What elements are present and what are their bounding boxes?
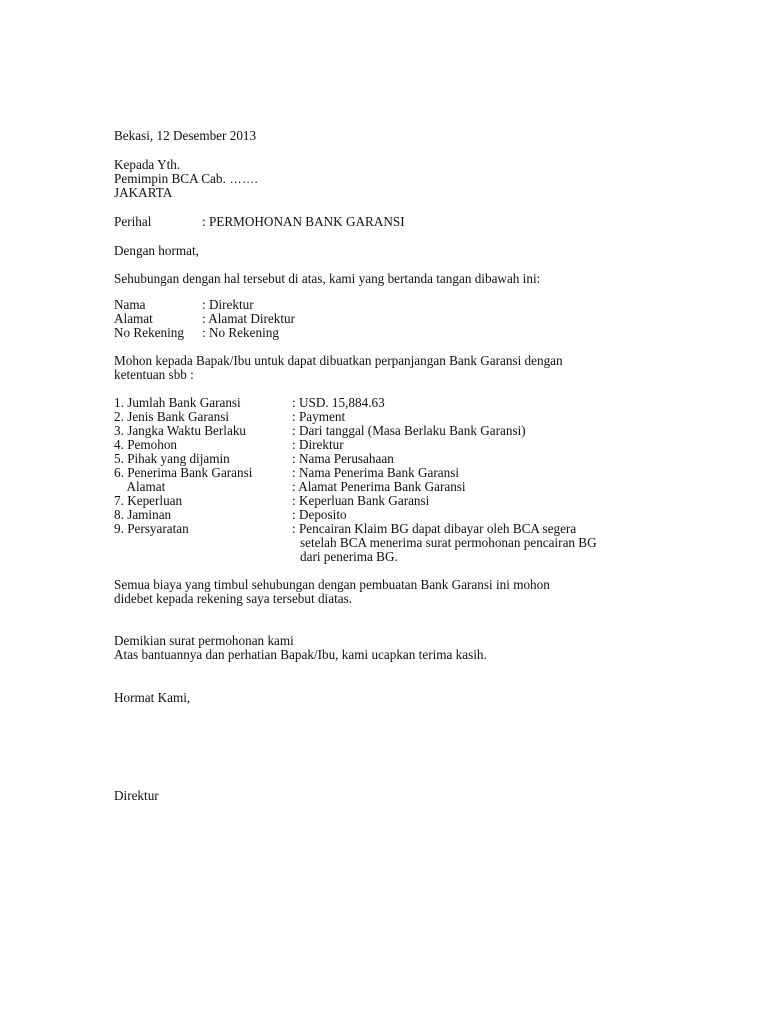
identity-label-address: Alamat [114,311,153,326]
costs-line-2: didebet kepada rekening saya tersebut diatas. [114,591,353,606]
term-label-7: 7. Keperluan [114,493,183,508]
request-line-2: ketentuan sbb : [114,367,194,382]
term-label-4: 4. Pemohon [114,437,178,452]
term-value-9-cont-2: dari penerima BG. [300,549,398,564]
closing-line-2: Atas bantuannya dan perhatian Bapak/Ibu, kami ucapkan terima kasih. [114,647,487,662]
term-label-5: 5. Pihak yang dijamin [114,451,230,466]
term-value-9: : Pencairan Klaim BG dapat dibayar oleh BCA segera [292,521,577,536]
term-label-6-address: Alamat [114,479,166,494]
term-value-3: : Dari tanggal (Masa Berlaku Bank Garansi) [292,423,526,438]
greeting: Dengan hormat, [114,243,199,258]
term-label-8: 8. Jaminan [114,507,172,522]
request-line-1: Mohon kepada Bapak/Ibu untuk dapat dibuatkan perpanjangan Bank Garansi dengan [114,353,563,368]
term-value-6-address: : Alamat Penerima Bank Garansi [292,479,466,494]
intro-paragraph: Sehubungan dengan hal tersebut di atas, kami yang bertanda tangan dibawah ini: [114,271,541,286]
term-label-9: 9. Persyaratan [114,521,189,536]
term-value-8: : Deposito [292,507,347,522]
recipient-branch: Pemimpin BCA Cab [114,171,223,186]
sign-off: Hormat Kami, [114,690,191,705]
term-label-1: 1. Jumlah Bank Garansi [114,395,241,410]
identity-value-address: : Alamat Direktur [202,311,296,326]
closing-line-1: Demikian surat permohonan kami [114,633,294,648]
identity-label-name: Nama [114,297,146,312]
date-line: Bekasi, 12 Desember 2013 [114,128,257,143]
term-label-2: 2. Jenis Bank Garansi [114,409,230,424]
signatory: Direktur [114,788,159,803]
costs-line-1: Semua biaya yang timbul sehubungan dengan pembuatan Bank Garansi ini mohon [114,577,550,592]
term-value-7: : Keperluan Bank Garansi [292,493,430,508]
identity-value-account: : No Rekening [202,325,279,340]
term-value-2: : Payment [292,409,346,424]
identity-value-name: : Direktur [202,297,254,312]
recipient-line-3: JAKARTA [114,185,173,200]
term-value-5: : Nama Perusahaan [292,451,394,466]
term-value-6: : Nama Penerima Bank Garansi [292,465,459,480]
recipient-branch-dots: . ……. [222,172,258,186]
term-value-1: : USD. 15,884.63 [292,395,385,410]
recipient-line-1: Kepada Yth. [114,157,181,172]
subject-label: Perihal [114,214,152,229]
term-label-3: 3. Jangka Waktu Berlaku [114,423,247,438]
term-label-6: 6. Penerima Bank Garansi [114,465,253,480]
subject-value: : PERMOHONAN BANK GARANSI [202,214,405,229]
identity-label-account: No Rekening [114,325,184,340]
term-value-4: : Direktur [292,437,344,452]
term-value-9-cont-1: setelah BCA menerima surat permohonan pencairan BG [300,535,597,550]
